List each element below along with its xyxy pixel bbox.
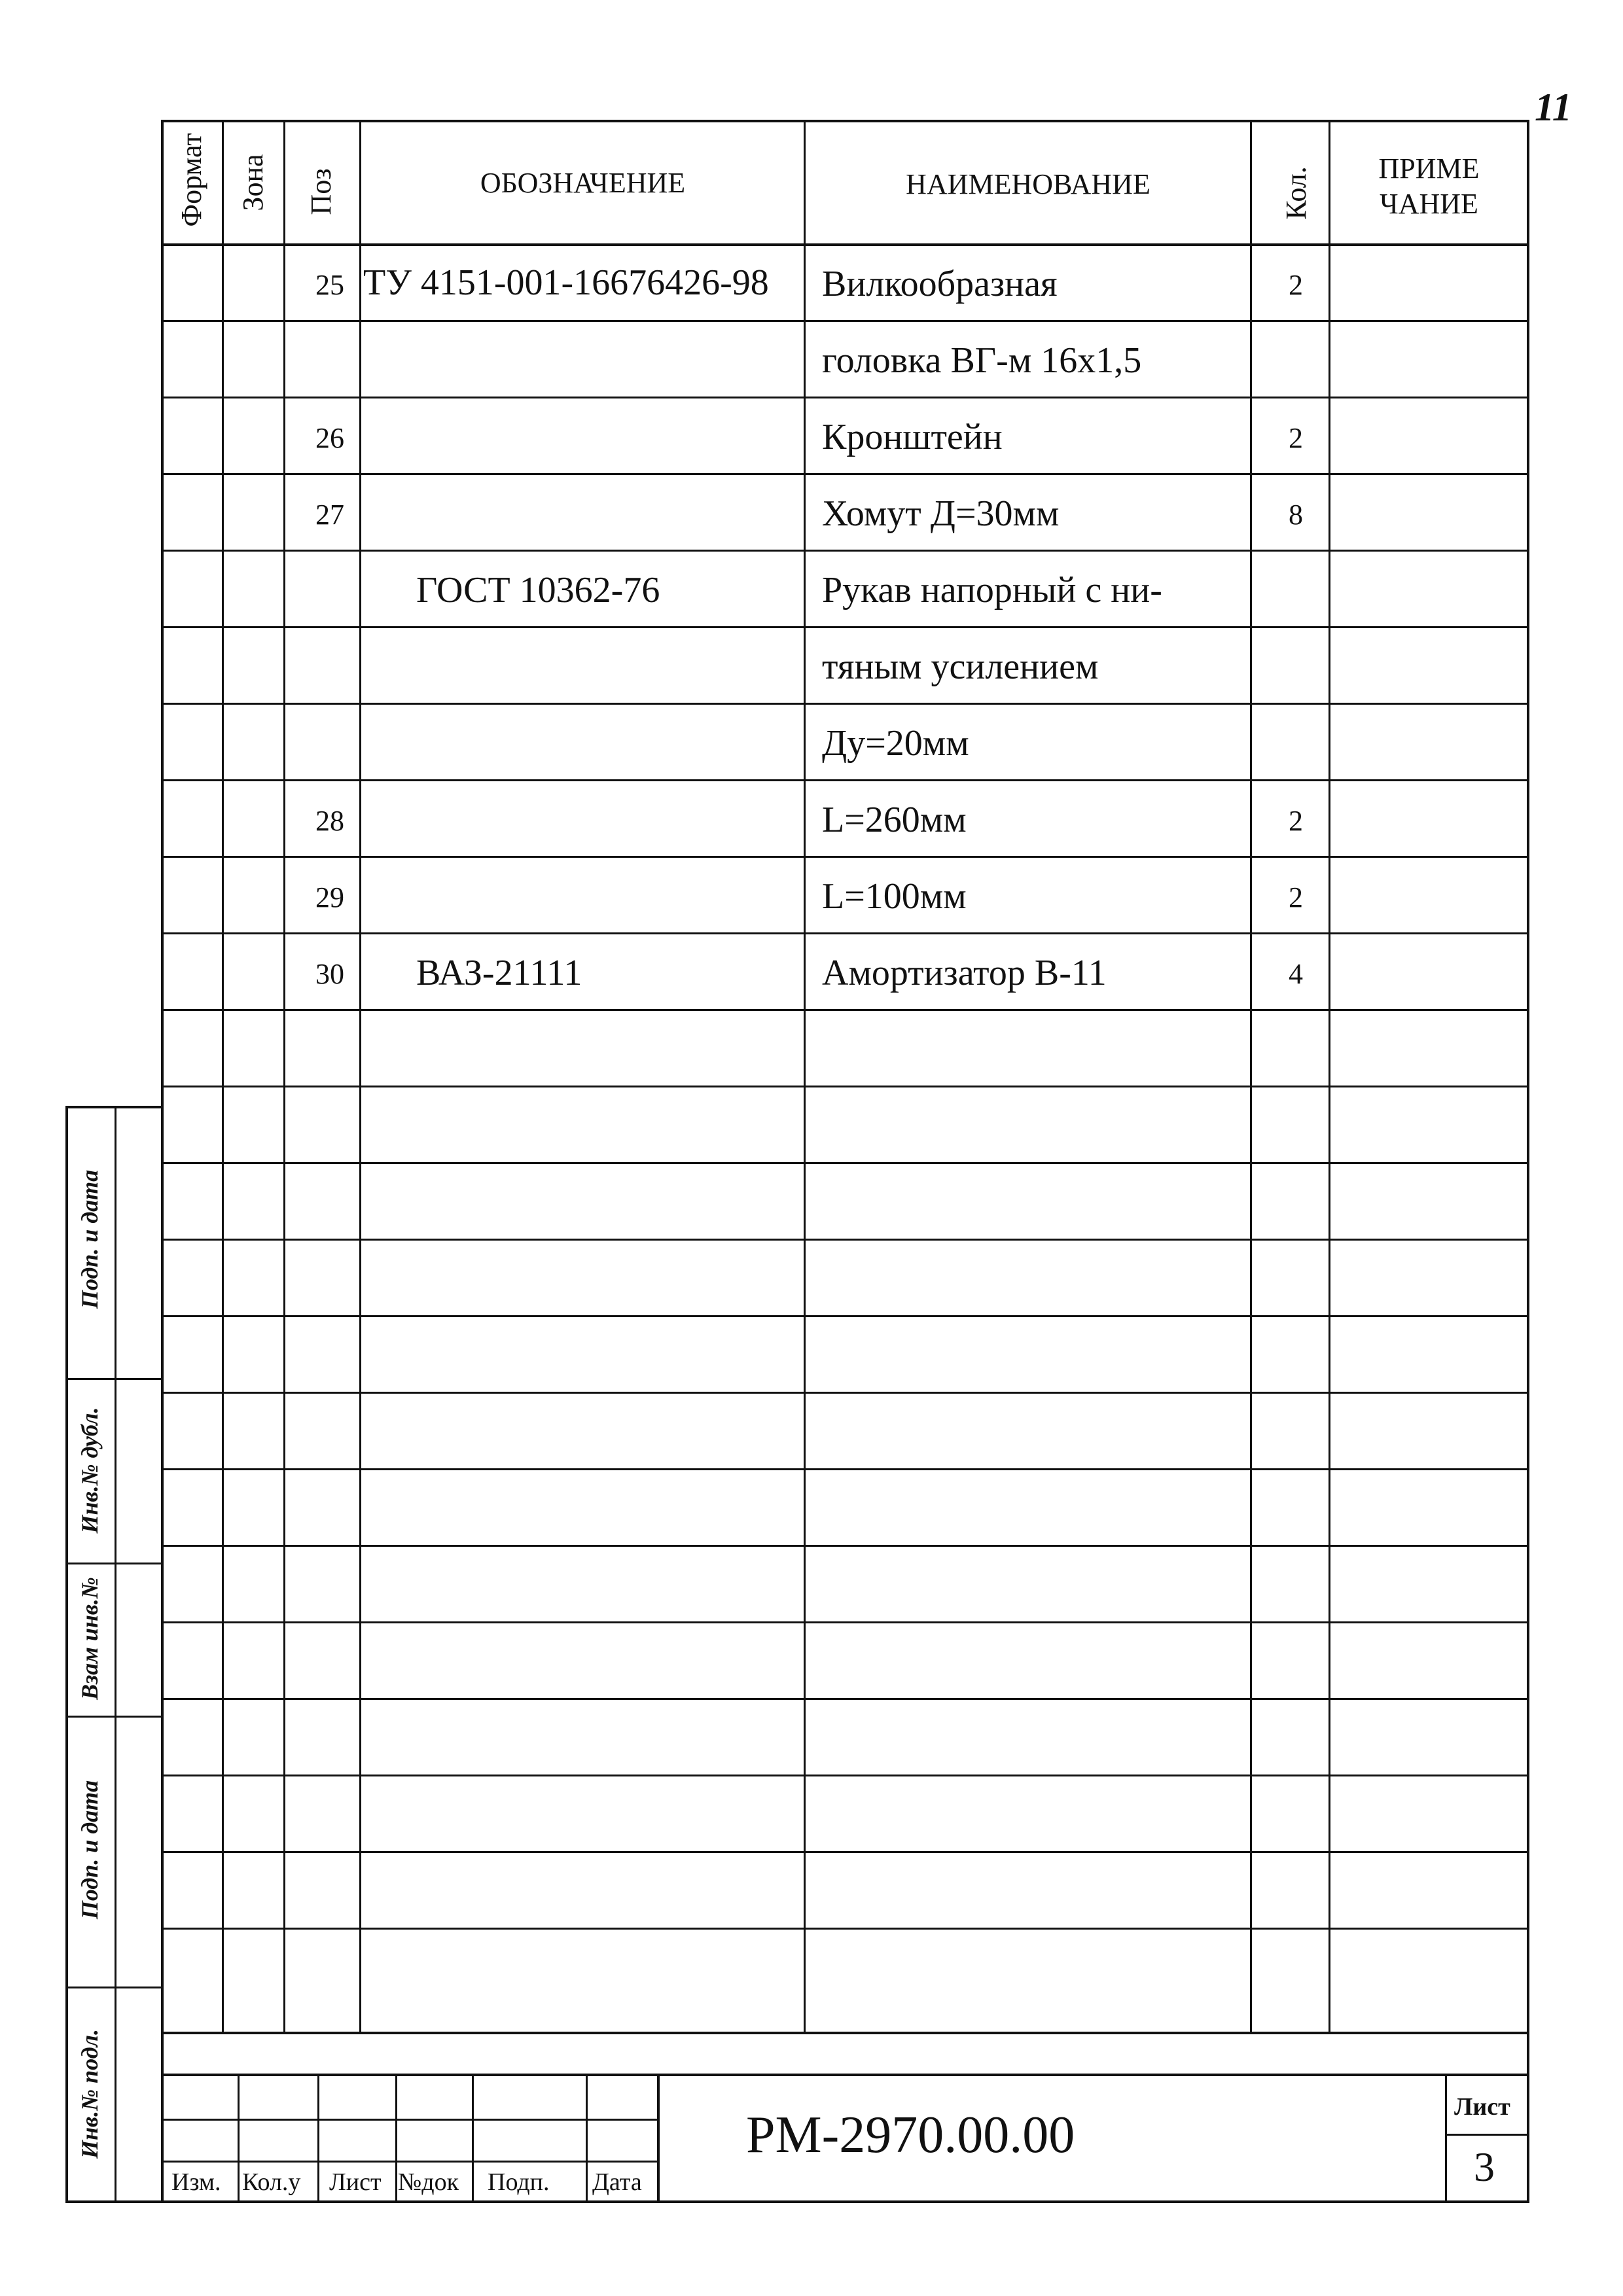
tb-col <box>472 2074 474 2203</box>
row-name: тяным усилением <box>822 646 1099 687</box>
col-line-designation <box>804 120 806 2033</box>
row-qty: 2 <box>1289 805 1303 837</box>
row-line <box>161 1009 1529 1011</box>
row-line <box>161 1162 1529 1164</box>
frame-right <box>1527 120 1529 2203</box>
row-pos: 28 <box>315 805 344 837</box>
tb-label-list: Лист <box>329 2168 382 2196</box>
tb-col <box>238 2074 240 2203</box>
tb-sheet-row <box>1445 2134 1529 2136</box>
row-name: головка ВГ-м 16х1,5 <box>822 340 1142 381</box>
tb-label-data: Дата <box>592 2168 642 2196</box>
row-designation: ВАЗ-21111 <box>416 953 582 993</box>
header-pos: Поз <box>305 168 337 215</box>
side-label-sign-date-1: Подп. и дата <box>77 1169 103 1309</box>
tb-col-main <box>657 2074 660 2203</box>
title-block-bottom <box>161 2200 1529 2203</box>
row-line <box>161 1928 1529 1930</box>
row-qty: 8 <box>1289 499 1303 531</box>
row-line <box>161 473 1529 475</box>
row-line <box>161 1851 1529 1853</box>
row-name: Рукав напорный с ни- <box>822 570 1162 610</box>
col-line-pos <box>359 120 361 2033</box>
sheet-label: Лист <box>1454 2093 1510 2121</box>
col-line-format <box>222 120 224 2033</box>
row-line <box>161 1086 1529 1087</box>
row-line <box>161 626 1529 628</box>
row-line <box>161 856 1529 858</box>
row-pos: 25 <box>315 269 344 301</box>
row-name: Ду=20мм <box>822 723 969 764</box>
tb-label-ndok: №док <box>398 2168 459 2196</box>
row-name: L=100мм <box>822 876 967 917</box>
page-number: 11 <box>1535 86 1572 129</box>
row-line <box>161 1698 1529 1700</box>
header-qty: Кол. <box>1280 166 1312 220</box>
tb-sheet-col <box>1445 2074 1447 2203</box>
row-line <box>161 1545 1529 1547</box>
frame-top <box>161 120 1529 122</box>
row-line <box>161 320 1529 322</box>
row-line <box>161 550 1529 552</box>
row-name: Вилкообразная <box>822 264 1058 304</box>
sheet-number: 3 <box>1474 2144 1495 2190</box>
col-line-zone <box>283 120 285 2033</box>
col-line-name <box>1250 120 1252 2033</box>
row-line <box>161 779 1529 781</box>
tb-col <box>586 2074 588 2203</box>
row-name: Кронштейн <box>822 417 1003 457</box>
row-line <box>161 397 1529 398</box>
title-block-row <box>161 2119 658 2121</box>
row-pos: 29 <box>315 881 344 913</box>
header-zone: Зона <box>237 154 269 211</box>
header-format: Формат <box>175 133 207 227</box>
tb-col <box>395 2074 397 2203</box>
row-line <box>161 1468 1529 1470</box>
row-pos: 30 <box>315 958 344 990</box>
header-designation: ОБОЗНАЧЕНИЕ <box>480 167 686 199</box>
side-stamp-mid <box>115 1106 116 2203</box>
row-qty: 2 <box>1289 269 1303 301</box>
row-name: Амортизатор В-11 <box>822 953 1107 993</box>
tb-label-izm: Изм. <box>171 2168 221 2196</box>
side-stamp-line <box>65 1987 164 1988</box>
header-bottom <box>161 243 1529 246</box>
row-name: Хомут Д=30мм <box>822 493 1060 534</box>
row-line <box>161 932 1529 934</box>
tb-label-podp: Подп. <box>488 2168 550 2196</box>
row-line <box>161 1621 1529 1623</box>
row-designation: ТУ 4151-001-16676426-98 <box>363 262 769 303</box>
side-label-sign-date-2: Подп. и дата <box>77 1780 103 1920</box>
title-block-top <box>161 2074 1529 2076</box>
row-line <box>161 1775 1529 1776</box>
side-label-replace-inv: Взам инв.№ <box>77 1577 103 1700</box>
document-code: РМ-2970.00.00 <box>746 2106 1075 2164</box>
row-qty: 2 <box>1289 881 1303 913</box>
frame-left <box>161 120 164 2203</box>
table-bottom <box>161 2032 1529 2034</box>
header-name: НАИМЕНОВАНИЕ <box>906 168 1150 200</box>
tb-label-kol-u: Кол.у <box>242 2168 301 2196</box>
side-stamp-bottom <box>65 2200 164 2203</box>
side-stamp-left <box>65 1106 68 2203</box>
side-label-inv-dup: Инв.№ дубл. <box>77 1407 103 1534</box>
row-qty: 4 <box>1289 958 1303 990</box>
title-block-row <box>161 2161 658 2163</box>
row-line <box>161 703 1529 705</box>
row-qty: 2 <box>1289 422 1303 454</box>
header-note-line2: ЧАНИЕ <box>1380 188 1478 220</box>
row-line <box>161 1315 1529 1317</box>
header-note-line1: ПРИМЕ <box>1378 152 1480 185</box>
row-pos: 26 <box>315 422 344 454</box>
row-line <box>161 1239 1529 1241</box>
col-line-qty <box>1329 120 1330 2033</box>
row-line <box>161 1392 1529 1394</box>
row-designation: ГОСТ 10362-76 <box>416 570 660 610</box>
row-name: L=260мм <box>822 800 967 840</box>
row-pos: 27 <box>315 499 344 531</box>
side-label-inv-orig: Инв.№ подл. <box>77 2029 103 2159</box>
tb-col <box>317 2074 319 2203</box>
